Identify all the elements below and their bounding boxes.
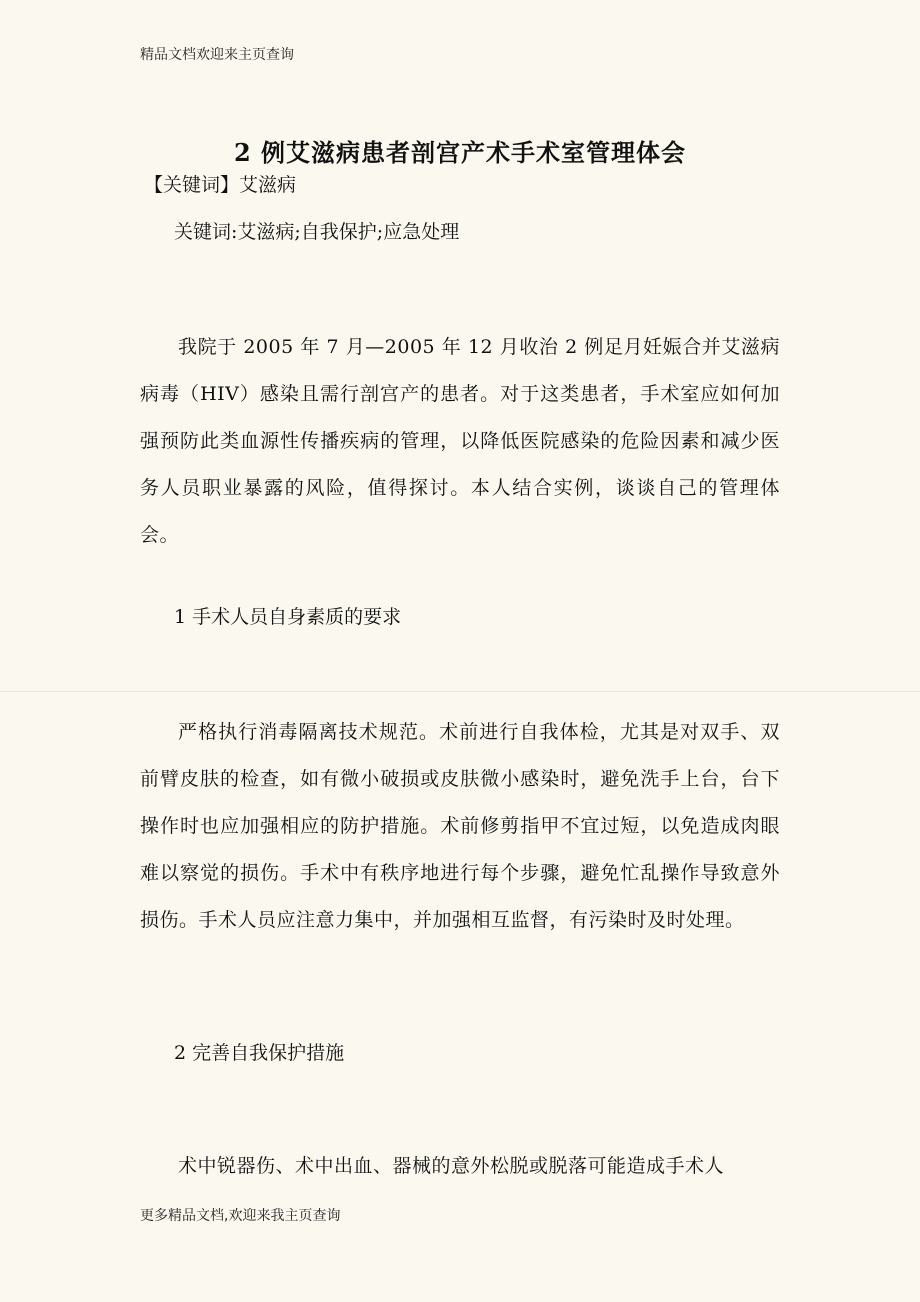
section-1-paragraph: 严格执行消毒隔离技术规范。术前进行自我体检，尤其是对双手、双前臂皮肤的检查，如有微小破损或皮肤微小感染时，避免洗手上台，台下操作时也应加强相应的防护措施。术前修剪指甲不宜过短，以免造成肉眼难以察觉的损伤。手术中有秩序地进行每个步骤，避免忙乱操作导致意外损伤。手术人员应注意力集中，并加强相互监督，有污染时及时处理。: [140, 721, 780, 931]
footer-note: 更多精品文档,欢迎来我主页查询: [140, 1208, 341, 1224]
header-note: 精品文档欢迎来主页查询: [140, 47, 294, 63]
page-title: 2 例艾滋病患者剖宫产术手术室管理体会: [233, 138, 687, 168]
page-separator: [0, 691, 920, 692]
intro-paragraph: 我院于 2005 年 7 月—2005 年 12 月收治 2 例足月妊娠合并艾滋病病毒（HIV）感染且需行剖宫产的患者。对于这类患者，手术室应如何加强预防此类血源性传播疾病的管理，以降低医院感染的危险因素和减少医务人员职业暴露的风险，值得探讨。本人结合实例，谈谈自己的管理体会。: [140, 336, 780, 546]
keyword-list: 关键词:艾滋病;自我保护;应急处理: [174, 221, 460, 243]
keyword-heading: 【关键词】艾滋病: [144, 174, 297, 196]
section-2-paragraph: 术中锐器伤、术中出血、器械的意外松脱或脱落可能造成手术人: [178, 1155, 725, 1177]
section-heading-1: 1 手术人员自身素质的要求: [174, 606, 402, 628]
section-heading-2: 2 完善自我保护措施: [174, 1042, 345, 1064]
